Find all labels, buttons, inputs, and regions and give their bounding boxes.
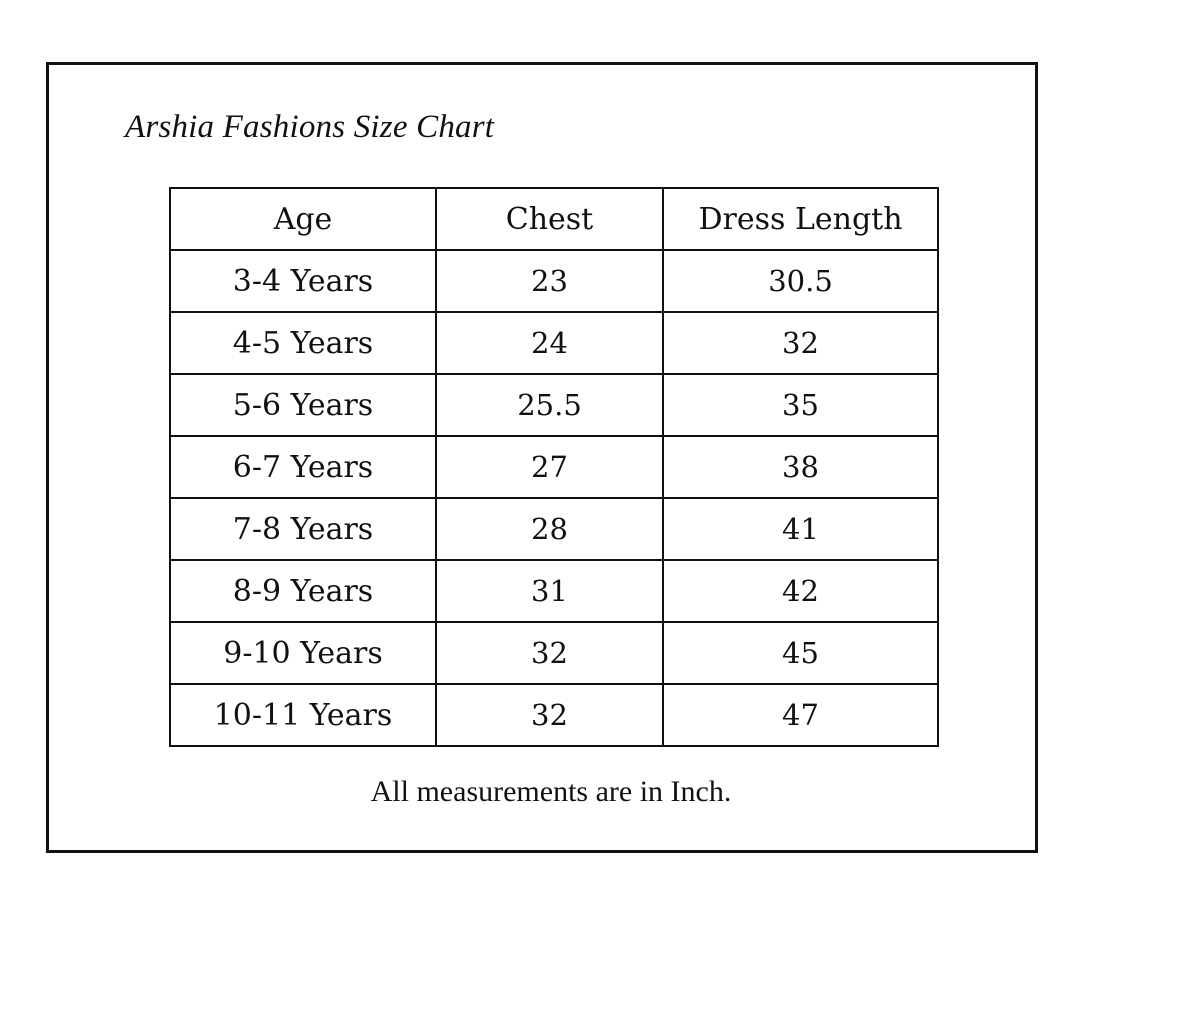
- chest-cell: 25.5: [436, 374, 663, 436]
- chest-cell: 27: [436, 436, 663, 498]
- age-cell: 7-8 Years: [170, 498, 436, 560]
- dress-length-cell: 32: [663, 312, 938, 374]
- table-row: [170, 560, 938, 622]
- header-age: Age: [170, 188, 436, 250]
- dress-length-cell: 45: [663, 622, 938, 684]
- dress-length-cell: 35: [663, 374, 938, 436]
- age-cell: 4-5 Years: [170, 312, 436, 374]
- table-row: [170, 250, 938, 312]
- age-cell: 9-10 Years: [170, 622, 436, 684]
- table-row: [170, 312, 938, 374]
- chest-cell: 24: [436, 312, 663, 374]
- table-row: [170, 498, 938, 560]
- dress-length-cell: 41: [663, 498, 938, 560]
- chest-cell: 31: [436, 560, 663, 622]
- chest-cell: 32: [436, 622, 663, 684]
- chest-cell: 32: [436, 684, 663, 746]
- age-cell: 8-9 Years: [170, 560, 436, 622]
- age-cell: 3-4 Years: [170, 250, 436, 312]
- dress-length-cell: 47: [663, 684, 938, 746]
- age-cell: 10-11 Years: [170, 684, 436, 746]
- dress-length-cell: 30.5: [663, 250, 938, 312]
- table-row: [170, 374, 938, 436]
- dress-length-cell: 38: [663, 436, 938, 498]
- size-table: [169, 187, 939, 747]
- chest-cell: 28: [436, 498, 663, 560]
- chest-cell: 23: [436, 250, 663, 312]
- table-header-row: [170, 188, 938, 250]
- size-chart-frame: [46, 62, 1038, 853]
- measurement-note: All measurements are in Inch.: [370, 775, 732, 808]
- age-cell: 5-6 Years: [170, 374, 436, 436]
- chart-title: Arshia Fashions Size Chart: [125, 109, 495, 145]
- table-row: [170, 684, 938, 746]
- header-chest: Chest: [436, 188, 663, 250]
- age-cell: 6-7 Years: [170, 436, 436, 498]
- dress-length-cell: 42: [663, 560, 938, 622]
- table-row: [170, 436, 938, 498]
- table-row: [170, 622, 938, 684]
- header-dress-length: Dress Length: [663, 188, 938, 250]
